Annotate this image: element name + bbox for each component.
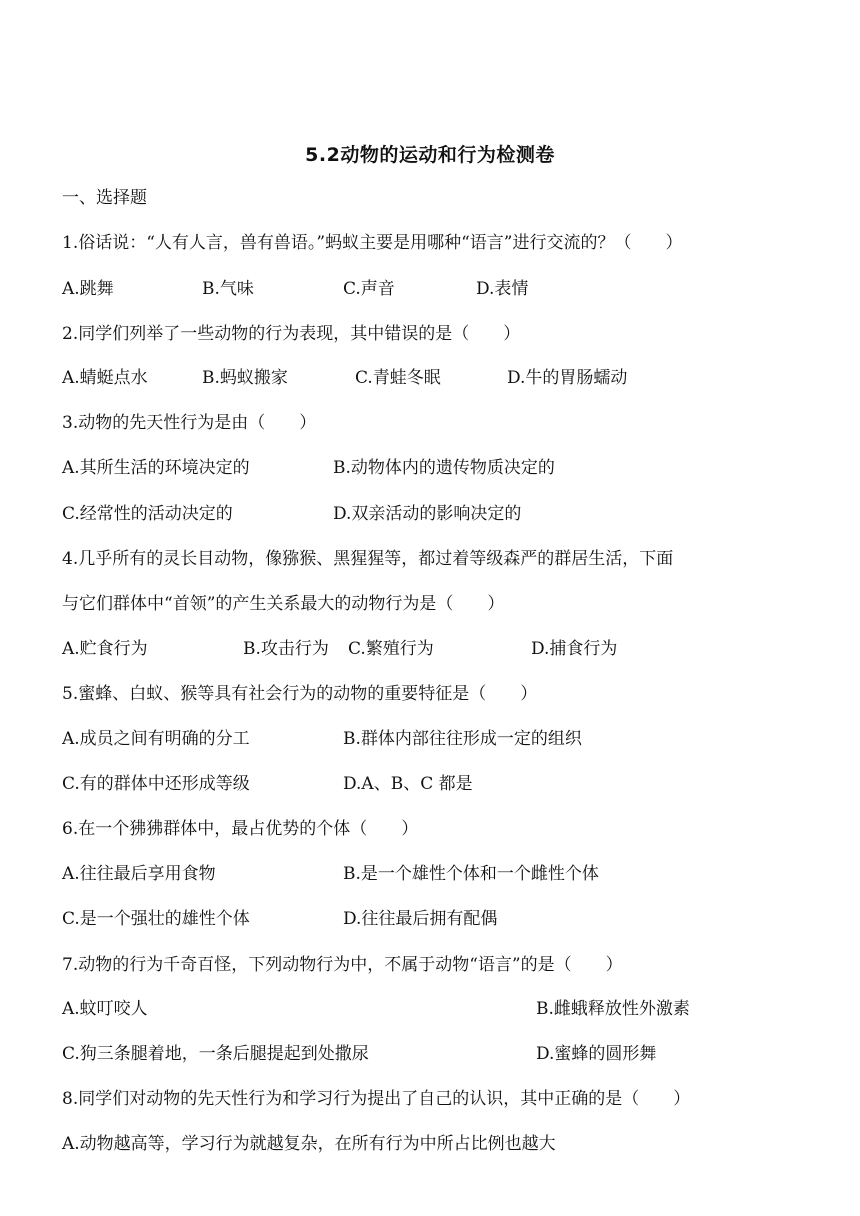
q5-option-a: A.成员之间有明确的分工 [62,729,250,749]
q7-option-d: D.蜜蜂的圆形舞 [536,1044,657,1064]
question-2-stem: 2.同学们列举了一些动物的行为表现，其中错误的是（ ） [62,324,521,344]
question-6-stem: 6.在一个狒狒群体中，最占优势的个体（ ） [62,819,419,839]
q1-option-d: D.表情 [476,279,529,299]
q6-option-b: B.是一个雄性个体和一个雌性个体 [343,864,599,884]
q3-option-c: C.经常性的活动决定的 [62,504,233,524]
q4-option-d: D.捕食行为 [531,639,618,659]
q7-option-c: C.狗三条腿着地，一条后腿提起到处撒尿 [62,1044,369,1064]
q2-option-b: B.蚂蚁搬家 [202,368,288,388]
q1-option-c: C.声音 [343,279,395,299]
q2-option-a: A.蜻蜓点水 [62,368,148,388]
q1-option-a: A.跳舞 [62,279,114,299]
q2-option-d: D.牛的胃肠蠕动 [507,368,628,388]
question-4-stem-continued: 与它们群体中“首领”的产生关系最大的动物行为是（ ） [62,594,505,614]
question-3-stem: 3.动物的先天性行为是由（ ） [62,413,317,433]
q3-option-b: B.动物体内的遗传物质决定的 [333,458,555,478]
q8-option-a: A.动物越高等，学习行为就越复杂，在所有行为中所占比例也越大 [62,1134,556,1154]
page-title: 5.2动物的运动和行为检测卷 [305,144,555,166]
q6-option-d: D.往往最后拥有配偶 [343,909,498,929]
q3-option-a: A.其所生活的环境决定的 [62,458,250,478]
question-7-stem: 7.动物的行为千奇百怪，下列动物行为中，不属于动物“语言”的是（ ） [62,955,623,975]
q4-option-b: B.攻击行为 [243,639,329,659]
question-4-stem: 4.几乎所有的灵长目动物，像猕猴、黑猩猩等，都过着等级森严的群居生活，下面 [62,549,674,569]
q6-option-a: A.往往最后享用食物 [62,864,216,884]
section-heading: 一、选择题 [62,188,147,208]
q5-option-c: C.有的群体中还形成等级 [62,774,250,794]
q4-option-a: A.贮食行为 [62,639,148,659]
q7-option-a: A.蚊叮咬人 [62,999,148,1019]
question-5-stem: 5.蜜蜂、白蚁、猴等具有社会行为的动物的重要特征是（ ） [62,684,538,704]
question-8-stem: 8.同学们对动物的先天性行为和学习行为提出了自己的认识，其中正确的是（ ） [62,1089,691,1109]
question-1-stem: 1.俗话说：“人有人言，兽有兽语。”蚂蚁主要是用哪种“语言”进行交流的？（ ） [62,233,683,253]
q7-option-b: B.雌蛾释放性外激素 [536,999,690,1019]
q1-option-b: B.气味 [202,279,254,299]
q3-option-d: D.双亲活动的影响决定的 [333,504,522,524]
q6-option-c: C.是一个强壮的雄性个体 [62,909,250,929]
q5-option-b: B.群体内部往往形成一定的组织 [343,729,582,749]
q5-option-d: D.A、B、C 都是 [343,774,473,794]
q4-option-c: C.繁殖行为 [348,639,434,659]
q2-option-c: C.青蛙冬眠 [355,368,441,388]
